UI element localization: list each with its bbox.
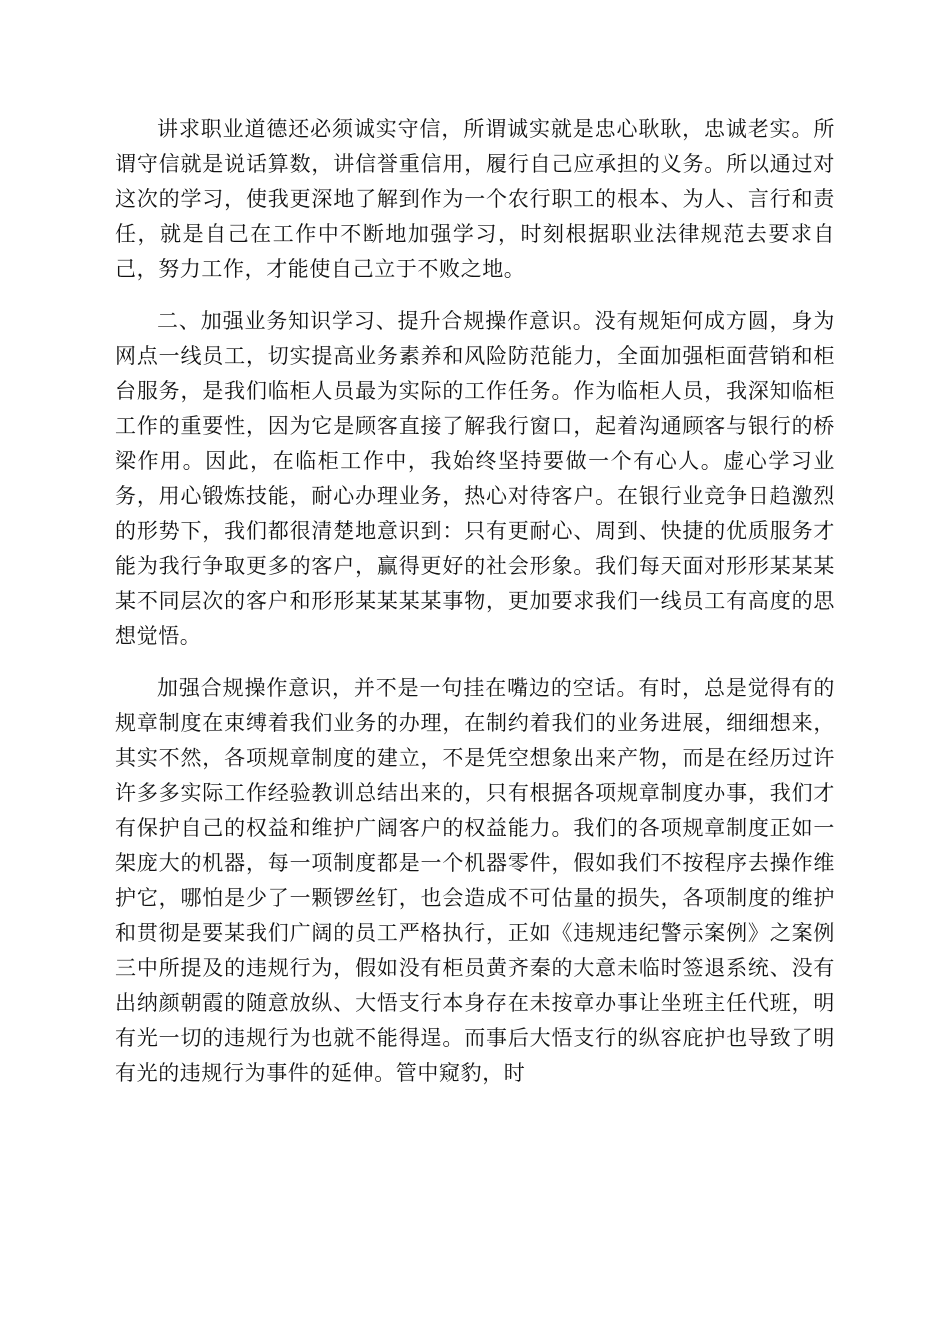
document-body (115, 112, 835, 1108)
paragraph-professional-ethics: 讲求职业道德还必须诚实守信，所谓诚实就是忠心耿耿，忠诚老实。所谓守信就是说话算数，讲信誉重信用，履行自己应承担的义务。所以通过对这次的学习，使我更深地了解到作为一个农行职工的根本、为人、言行和责任，就是自己在工作中不断地加强学习，时刻根据职业法律规范去要求自己，努力工作，才能使自己立于不败之地。 (115, 117, 835, 281)
paragraph-business-knowledge: 二、加强业务知识学习、提升合规操作意识。没有规矩何成方圆，身为网点一线员工，切实提高业务素养和风险防范能力，全面加强柜面营销和柜台服务，是我们临柜人员最为实际的工作任务。作为临柜人员，我深知临柜工作的重要性，因为它是顾客直接了解我行窗口，起着沟通顾客与银行的桥梁作用。因此，在临柜工作中，我始终坚持要做一个有心人。虚心学习业务，用心锻炼技能，耐心办理业务，热心对待客户。在银行业竞争日趋激烈的形势下，我们都很清楚地意识到：只有更耐心、周到、快捷的优质服务才能为我行争取更多的客户，赢得更好的社会形象。我们每天面对形形某某某某不同层次的客户和形形某某某某事物，更加要求我们一线员工有高度的思想觉悟。 (115, 309, 835, 648)
paragraph-compliance-awareness: 加强合规操作意识，并不是一句挂在嘴边的空话。有时，总是觉得有的规章制度在束缚着我们业务的办理，在制约着我们的业务进展，细细想来，其实不然，各项规章制度的建立，不是凭空想象出来产物，而是在经历过许许多多实际工作经验教训总结出来的，只有根据各项规章制度办事，我们才有保护自己的权益和维护广阔客户的权益能力。我们的各项规章制度正如一架庞大的机器，每一项制度都是一个机器零件，假如我们不按程序去操作维护它，哪怕是少了一颗锣丝钉，也会造成不可估量的损失，各项制度的维护和贯彻是要某我们广阔的员工严格执行，正如《违规违纪警示案例》之案例三中所提及的违规行为，假如没有柜员黄齐秦的大意未临时签退系统、没有出纳颜朝霞的随意放纵、大悟支行本身存在未按章办事让坐班主任代班，明有光一切的违规行为也就不能得逞。而事后大悟支行的纵容庇护也导致了明有光的违规行为事件的延伸。管中窥豹，时 (115, 676, 835, 1085)
